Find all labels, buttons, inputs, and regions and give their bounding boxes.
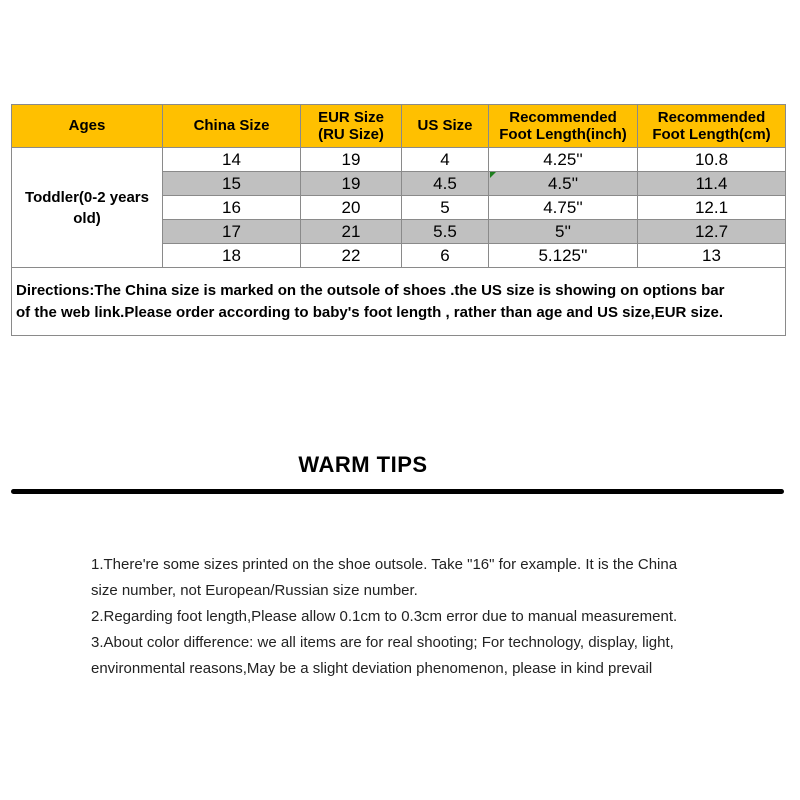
us-size-cell: 5.5 — [402, 220, 489, 244]
eur-size-cell: 19 — [301, 172, 402, 196]
header-foot-length-inch: Recommended Foot Length(inch) — [489, 105, 638, 148]
directions-note: Directions:The China size is marked on the outsole of shoes .the US size is showing on options bar of the web link.Please order according to baby's foot length , rather than age and US size,EUR size. — [12, 268, 786, 336]
china-size-cell: 15 — [163, 172, 301, 196]
us-size-cell: 6 — [402, 244, 489, 268]
table-row — [12, 148, 786, 172]
foot-length-cm-cell: 11.4 — [638, 172, 786, 196]
header-ages: Ages — [12, 105, 163, 148]
directions-row — [12, 268, 786, 336]
eur-size-cell: 19 — [301, 148, 402, 172]
foot-length-inch-cell: 5.125'' — [489, 244, 638, 268]
foot-length-inch-cell: 4.5'' — [489, 172, 638, 196]
foot-length-cm-cell: 12.1 — [638, 196, 786, 220]
warm-tips-title: WARM TIPS — [298, 452, 428, 477]
eur-size-cell: 21 — [301, 220, 402, 244]
china-size-cell: 16 — [163, 196, 301, 220]
china-size-cell: 14 — [163, 148, 301, 172]
header-us-size: US Size — [402, 105, 489, 148]
tip-line: 1.There're some sizes printed on the shoe outsole. Take "16" for example. It is the China — [91, 556, 678, 573]
foot-length-inch-cell: 4.75'' — [489, 196, 638, 220]
cell-comment-marker — [490, 172, 496, 178]
header-eur-size: EUR Size (RU Size) — [301, 105, 402, 148]
age-group-cell: Toddler(0-2 years old) — [12, 148, 163, 268]
header-foot-length-cm: Recommended Foot Length(cm) — [638, 105, 786, 148]
warm-tips-body — [91, 552, 751, 682]
china-size-cell: 17 — [163, 220, 301, 244]
header-row — [12, 105, 786, 148]
us-size-cell: 4.5 — [402, 172, 489, 196]
tip-line: 2.Regarding foot length,Please allow 0.1cm to 0.3cm error due to manual measurement. — [91, 608, 678, 625]
eur-size-cell: 20 — [301, 196, 402, 220]
us-size-cell: 5 — [402, 196, 489, 220]
china-size-cell: 18 — [163, 244, 301, 268]
divider — [11, 489, 784, 494]
tip-line: environmental reasons,May be a slight deviation phenomenon, please in kind prevail — [91, 660, 653, 677]
foot-length-cm-cell: 12.7 — [638, 220, 786, 244]
foot-length-cm-cell: 13 — [638, 244, 786, 268]
eur-size-cell: 22 — [301, 244, 402, 268]
tip-line: 3.About color difference: we all items are for real shooting; For technology, display, light, — [91, 634, 674, 651]
tip-line: size number, not European/Russian size number. — [91, 582, 418, 599]
us-size-cell: 4 — [402, 148, 489, 172]
foot-length-inch-cell: 4.25'' — [489, 148, 638, 172]
size-chart-table — [11, 104, 786, 336]
foot-length-cm-cell: 10.8 — [638, 148, 786, 172]
header-china-size: China Size — [163, 105, 301, 148]
foot-length-inch-cell: 5'' — [489, 220, 638, 244]
